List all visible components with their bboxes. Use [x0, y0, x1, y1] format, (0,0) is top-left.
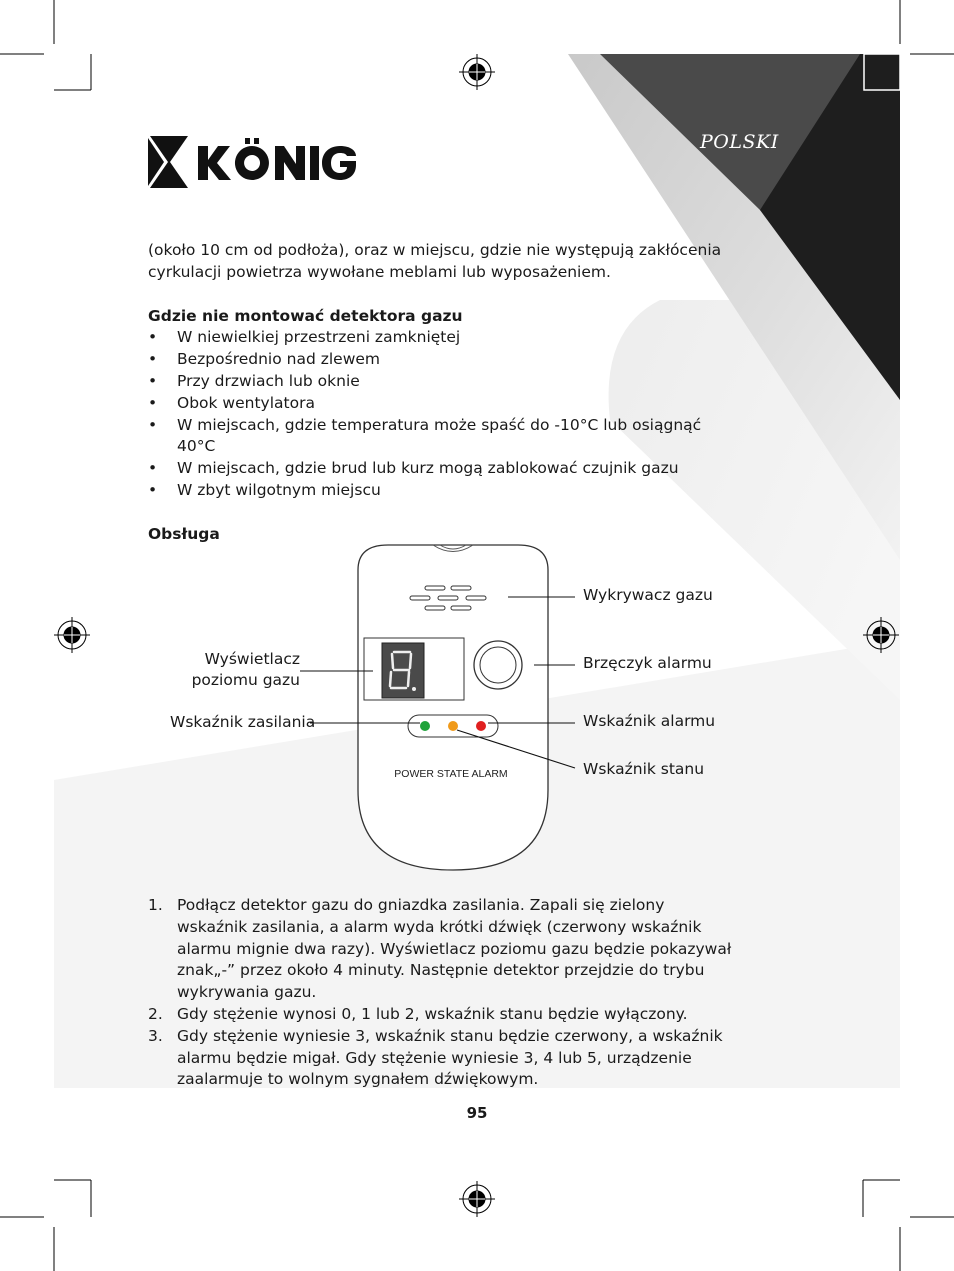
- list-item: • Bezpośrednio nad zlewem: [148, 349, 738, 371]
- section-heading-operation: Obsługa: [148, 524, 220, 543]
- power-led: [420, 721, 430, 731]
- section-heading-where-not: Gdzie nie montować detektora gazu: [148, 306, 463, 325]
- language-label: POLSKI: [700, 131, 779, 153]
- alarm-led: [476, 721, 486, 731]
- step-item: 3. Gdy stężenie wyniesie 3, wskaźnik stanu będzie czerwony, a wskaźnik alarmu będzie migał. Gdy stężenie wyniesie 3, 4 lub 5, urządzenie zaalarmuje to wolnym sygnałem dźwiękowym.: [148, 1026, 723, 1089]
- label-gas-sensor: Wykrywacz gazu: [583, 586, 713, 604]
- main-content: [148, 240, 738, 546]
- device-led-legend: POWER STATE ALARM: [394, 768, 508, 780]
- list-item: • W miejscach, gdzie brud lub kurz mogą zablokować czujnik gazu: [148, 458, 738, 480]
- label-alarm-led: Wskaźnik alarmu: [583, 712, 716, 730]
- list-item: • Obok wentylatora: [148, 393, 738, 415]
- page-number: 95: [466, 1104, 488, 1122]
- label-power-led: Wskaźnik zasilania: [170, 713, 316, 731]
- state-led: [448, 721, 458, 731]
- list-item: • W miejscach, gdzie temperatura może spaść do -10°C lub osiągnąć 40°C: [148, 415, 738, 459]
- intro-paragraph: (około 10 cm od podłoża), oraz w miejscu, gdzie nie występują zakłócenia cyrkulacji powietrza wywołane meblami lub wyposażeniem.: [148, 241, 722, 281]
- bullet-list: [148, 327, 738, 501]
- registration-mark-bottom: [459, 1181, 495, 1217]
- label-display-line1: Wyświetlacz: [204, 650, 300, 668]
- list-item: • W niewielkiej przestrzeni zamkniętej: [148, 327, 738, 349]
- gas-detector-diagram: [148, 540, 748, 890]
- list-item: • W zbyt wilgotnym miejscu: [148, 480, 738, 502]
- label-buzzer: Brzęczyk alarmu: [583, 654, 712, 672]
- operation-steps: [148, 895, 738, 1091]
- step-item: 1. Podłącz detektor gazu do gniazdka zasilania. Zapali się zielony wskaźnik zasilania, a alarm wyda krótki dźwięk (czerwony wskaźnik alarmu mignie dwa razy). Wyświetlacz poziomu gazu będzie pokazywał znak„-” przez około 4 minuty. Następnie detektor przejdzie do trybu wykrywania gazu.: [148, 896, 732, 1002]
- step-item: 2. Gdy stężenie wynosi 0, 1 lub 2, wskaźnik stanu będzie wyłączony.: [148, 1004, 688, 1023]
- konig-logo: [148, 134, 358, 190]
- label-state-led: Wskaźnik stanu: [583, 760, 705, 778]
- list-item: • Przy drzwiach lub oknie: [148, 371, 738, 393]
- label-display-line2: poziomu gazu: [191, 671, 300, 689]
